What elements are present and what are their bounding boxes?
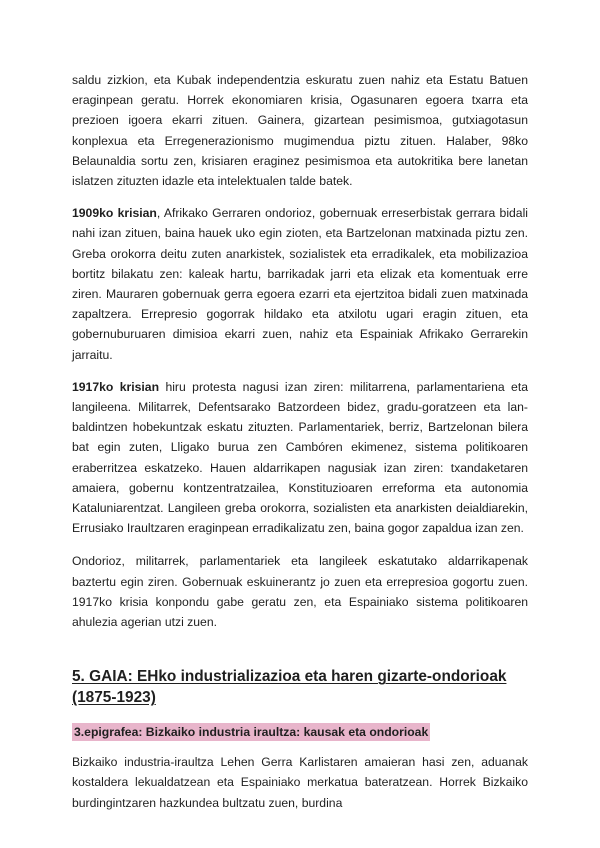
epigraph-heading — [72, 722, 528, 742]
paragraph-1917-crisis — [72, 377, 528, 539]
epigraph-label: 3.epigrafea: Bizkaiko industria iraultza: kausak eta ondorioak — [74, 725, 429, 740]
paragraph-1909-crisis — [72, 203, 528, 365]
paragraph-text: hiru protesta nagusi izan ziren: militarrena, parlamentariena eta langileena. Militarrek, Defentsarako Batzordeen bidez, gradu-goratzeen eta lan-baldintzen hobekuntzak eskatu zituzten. Parlamentariek, berriz, Bartzelonan bilera bat egin zuten, Lligako burua zen Cambóren ekimenez, sistema politikoaren eraberritzea eskatzeko. Hauen aldarrikapen nagusiak izan ziren: txandaketaren amaiera, gobernu kontzentratzailea, Konstituzioaren erreforma eta autonomia Kataluniarentzat. Langileen greba orokorra, sozialisten eta anarkisten deialdiarekin, Errusiako Iraultzaren eraginpean erradikalizatu zen, baina gogor zapaldua izan zen. — [72, 379, 529, 536]
paragraph-lead-1917: 1917ko krisian — [72, 379, 160, 394]
paragraph-text: saldu zizkion, eta Kubak independentzia eskuratu zuen nahiz eta Estatu Batuen eraginpean geratu. Horrek ekonomiaren krisia, Ogasunaren egoera txarra eta prezioen igoera ekarri zituen. Gainera, gizartean pesimismoa, gutxiagotasun konplexua eta Erregenerazionismo mugimendua piztu zituen. Halaber, 98ko Belaunaldia sortu zen, krisiaren eraginez pesimismoa eta autokritika bere lanetan islatzen zituzten idazle eta intelektualen talde batek. — [72, 73, 528, 189]
paragraph-bizkaia-industry — [72, 752, 528, 813]
paragraph-cuba-crisis — [72, 70, 528, 191]
paragraph-conclusion — [72, 551, 528, 632]
section-title: 5. GAIA: EHko industrializazioa eta haren gizarte-ondorioak (1875-1923) — [72, 668, 507, 707]
paragraph-text: , Afrikako Gerraren ondorioz, gobernuak erreserbistak gerrara bidali nahi izan zituen, baina hauek uko egin zioten, eta Bartzelonan matxinada piztu zen. Greba orokorra deitu zuten anarkistek, sozialistek eta erradikalek, eta mobilizazioa bortitz bilakatu zen: kaleak hartu, barrikadak jarri eta elizak eta komentuak erre ziren. Mauraren gobernuak gerra egoera ezarri eta ejertzitoa bidali zuen matxinada zapaltzera. Errepresio gogorrak hildako eta atxilotu ugari eragin zituen, eta gobernuburuaren dimisioa ekarri zuen, nahiz eta Espainiak Afrikako Gerrarekin jarraitu. — [72, 206, 528, 362]
paragraph-text: Bizkaiko industria-iraultza Lehen Gerra Karlistaren amaieran hasi zen, aduanak kostaldera lekualdatzean eta Espainiako merkatua bateratzean. Horrek Bizkaiko burdingintzaren hazkundea bultzatu zuen, burdina — [72, 755, 528, 810]
paragraph-lead-1909: 1909ko krisian — [72, 206, 157, 221]
paragraph-text: Ondorioz, militarrek, parlamentariek eta langileek eskatutako aldarrikapenak baztertu egin ziren. Gobernuak eskuinerantz jo zuen eta errepresioa gogortu zuen. 1917ko krisia konpondu gabe geratu zen, eta Espainiako sistema politikoaren ahulezia agerian utzi zuen. — [72, 554, 528, 630]
